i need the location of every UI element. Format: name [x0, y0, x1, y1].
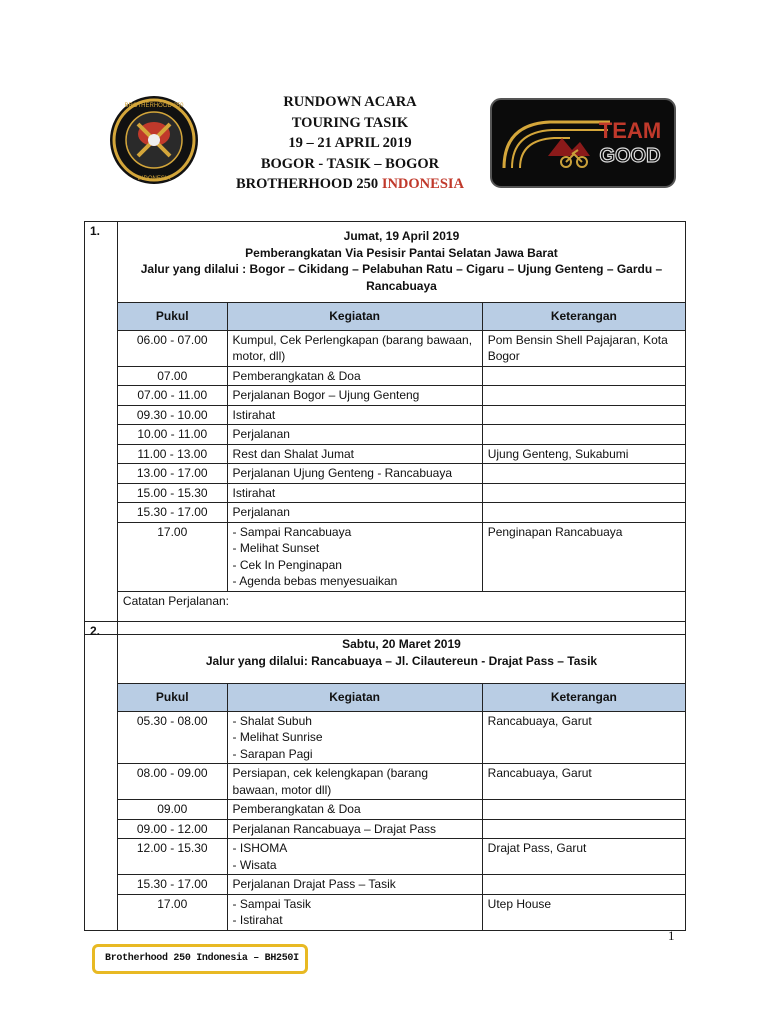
time-cell: 12.00 - 15.30 — [117, 839, 227, 875]
time-cell: 08.00 - 09.00 — [117, 764, 227, 800]
activity-item: - Shalat Subuh — [232, 713, 312, 728]
note-cell — [482, 503, 685, 523]
day1-schedule-table — [84, 221, 686, 635]
note-cell — [482, 875, 685, 895]
team-text: TEAM — [598, 118, 662, 143]
activity-item: - Sampai Rancabuaya — [232, 524, 352, 539]
table-row — [85, 386, 686, 406]
activity-cell: Persiapan, cek kelengkapan (barang bawaan, motor dll) — [227, 764, 482, 800]
title-line: BOGOR - TASIK – BOGOR — [260, 155, 440, 172]
activity-cell: Perjalanan — [227, 425, 482, 445]
table-row — [85, 503, 686, 523]
table-row — [85, 330, 686, 366]
note-cell: Rancabuaya, Garut — [482, 711, 685, 764]
activity-cell: Istirahat — [227, 405, 482, 425]
table-row — [85, 464, 686, 484]
time-cell: 15.00 - 15.30 — [117, 483, 227, 503]
activity-item: - Istirahat — [232, 913, 283, 927]
logo-top-text: BROTHERHOOD 250 — [124, 103, 184, 109]
activity-cell: Pemberangkatan & Doa — [227, 800, 482, 820]
time-cell: 05.30 - 08.00 — [117, 711, 227, 764]
logo-bottom-text: INDONESIA — [137, 176, 171, 182]
time-cell: 09.00 — [117, 800, 227, 820]
time-cell: 09.30 - 10.00 — [117, 405, 227, 425]
time-cell: 06.00 - 07.00 — [117, 330, 227, 366]
org-name-black: BROTHERHOOD 250 — [235, 176, 382, 192]
activity-cell: Perjalanan — [227, 503, 482, 523]
activity-cell: Kumpul, Cek Perlengkapan (barang bawaan, motor, dll) — [227, 330, 482, 366]
day-heading — [117, 222, 685, 303]
day-number: 1. — [85, 222, 118, 635]
note-cell — [482, 366, 685, 386]
time-cell: 10.00 - 11.00 — [117, 425, 227, 445]
activity-item: - Sarapan Pagi — [232, 746, 313, 761]
team-good-logo — [490, 98, 676, 188]
note-cell — [482, 800, 685, 820]
day-subtitle: Pemberangkatan Via Pesisir Pantai Selatan Jawa Barat — [245, 245, 558, 260]
note-cell — [482, 386, 685, 406]
title-line: 19 – 21 APRIL 2019 — [288, 135, 412, 151]
note-cell — [482, 483, 685, 503]
table-row — [85, 839, 686, 875]
column-header-row — [85, 684, 686, 712]
good-text: GOOD — [599, 145, 661, 167]
time-cell: 15.30 - 17.00 — [117, 503, 227, 523]
time-cell: 11.00 - 13.00 — [117, 444, 227, 464]
time-cell: 15.30 - 17.00 — [117, 875, 227, 895]
time-cell: 13.00 - 17.00 — [117, 464, 227, 484]
activity-cell: Perjalanan Ujung Genteng - Rancabuaya — [227, 464, 482, 484]
activity-cell: Istirahat — [227, 483, 482, 503]
table-row — [85, 483, 686, 503]
time-cell: 07.00 - 11.00 — [117, 386, 227, 406]
day2-schedule-table — [84, 621, 686, 931]
activity-item: - Agenda bebas menyesuaikan — [232, 574, 398, 588]
activity-cell: Perjalanan Rancabuaya – Drajat Pass — [227, 819, 482, 839]
travel-notes: Catatan Perjalanan: — [117, 591, 685, 634]
activity-cell: Rest dan Shalat Jumat — [227, 444, 482, 464]
day-date: Sabtu, 20 Maret 2019 — [342, 637, 461, 651]
col-keterangan: Keterangan — [482, 303, 685, 331]
activity-item: - Wisata — [232, 857, 277, 872]
table-row — [85, 894, 686, 930]
table-row — [85, 711, 686, 764]
table-row — [85, 366, 686, 386]
activity-cell: Pemberangkatan & Doa — [227, 366, 482, 386]
time-cell: 17.00 — [117, 522, 227, 591]
time-cell: 07.00 — [117, 366, 227, 386]
column-header-row — [85, 303, 686, 331]
day-route: Jalur yang dilalui : Bogor – Cikidang – Pelabuhan Ratu – Cigaru – Ujung Genteng – Gardu – Rancabuaya — [140, 262, 663, 293]
title-line: TOURING TASIK — [291, 114, 409, 131]
col-pukul: Pukul — [117, 684, 227, 712]
organization-name — [220, 174, 480, 195]
activity-item: - Melihat Sunset — [232, 541, 320, 555]
activity-cell — [227, 894, 482, 930]
note-cell: Rancabuaya, Garut — [482, 764, 685, 800]
activity-cell: Perjalanan Drajat Pass – Tasik — [227, 875, 482, 895]
time-cell: 17.00 — [117, 894, 227, 930]
col-kegiatan: Kegiatan — [227, 684, 482, 712]
col-kegiatan: Kegiatan — [227, 303, 482, 331]
table-row — [85, 425, 686, 445]
table-row — [85, 405, 686, 425]
title-line: RUNDOWN ACARA — [283, 94, 417, 110]
activity-item: - Sampai Tasik — [232, 896, 312, 911]
page-number: 1 — [668, 928, 675, 943]
time-cell: 09.00 - 12.00 — [117, 819, 227, 839]
document-title — [220, 92, 480, 195]
day-date: Jumat, 19 April 2019 — [343, 229, 460, 243]
note-cell — [482, 464, 685, 484]
note-cell: Utep House — [482, 894, 685, 930]
note-cell — [482, 425, 685, 445]
day-heading — [117, 622, 685, 684]
org-name-red: INDONESIA — [381, 176, 464, 192]
document-header — [0, 90, 768, 200]
note-cell: Drajat Pass, Garut — [482, 839, 685, 875]
table-row — [85, 522, 686, 591]
table-row — [85, 875, 686, 895]
footer-label: Brotherhood 250 Indonesia – BH250I — [92, 944, 308, 974]
activity-cell — [227, 711, 482, 764]
note-cell — [482, 405, 685, 425]
col-pukul: Pukul — [117, 303, 227, 331]
col-keterangan: Keterangan — [482, 684, 685, 712]
table-row — [85, 819, 686, 839]
note-cell: Penginapan Rancabuaya — [482, 522, 685, 591]
table-row — [85, 800, 686, 820]
table-row — [85, 444, 686, 464]
activity-cell — [227, 522, 482, 591]
table-row — [85, 764, 686, 800]
activity-item: - Melihat Sunrise — [232, 730, 323, 744]
day-number: 2. — [85, 622, 118, 931]
activity-cell — [227, 839, 482, 875]
brotherhood-logo — [108, 94, 200, 186]
activity-item: - ISHOMA — [232, 841, 288, 855]
note-cell — [482, 819, 685, 839]
activity-item: - Cek In Penginapan — [232, 557, 342, 572]
note-cell: Pom Bensin Shell Pajajaran, Kota Bogor — [482, 330, 685, 366]
day-route: Jalur yang dilalui: Rancabuaya – Jl. Cilautereun - Drajat Pass – Tasik — [205, 653, 598, 668]
activity-cell: Perjalanan Bogor – Ujung Genteng — [227, 386, 482, 406]
note-cell: Ujung Genteng, Sukabumi — [482, 444, 685, 464]
